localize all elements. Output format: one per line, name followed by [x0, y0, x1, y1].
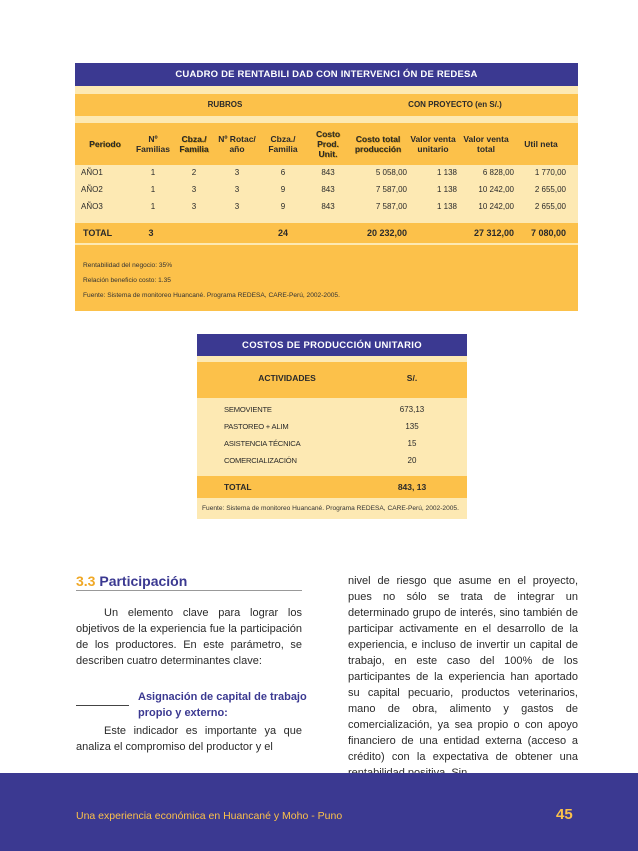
table-cell: 3 — [234, 202, 240, 211]
subheading-rule — [76, 705, 129, 706]
col-soles: S/. — [406, 373, 418, 383]
table-cell: 7 587,00 — [375, 185, 407, 194]
column-header: Cbza./ Familia — [268, 133, 298, 154]
section-title-text: Participación — [99, 573, 188, 589]
subheading: Asignación de capital de trabajo propio y externo: — [138, 691, 307, 719]
column-header: Nº Familias — [135, 133, 171, 154]
activity-item: SEMOVIENTE — [224, 405, 272, 414]
activity-value: 135 — [405, 422, 419, 431]
table-cell: 1 — [150, 202, 156, 211]
column-header: Valor venta total — [463, 133, 509, 154]
group-rubros: RUBROS — [207, 100, 243, 109]
total-label: TOTAL — [83, 228, 113, 238]
table-cell: 1 138 — [436, 168, 457, 177]
activity-item: PASTOREO + ALIM — [224, 422, 289, 431]
left-tail-paragraph: Este indicador es importante ya que analiza el compromiso del productor y el — [76, 725, 302, 753]
section-title — [76, 573, 187, 589]
note-rentabilidad: Rentabilidad del negocio: 35% — [83, 262, 173, 269]
table-cell: AÑO3 — [81, 202, 103, 211]
total-cbza: 24 — [277, 228, 288, 238]
table-cell: 2 655,00 — [534, 185, 566, 194]
column-header: Valor venta unitario — [410, 133, 456, 154]
table-cell: 1 — [150, 185, 156, 194]
table-cell: 7 587,00 — [375, 202, 407, 211]
unit-cost-total-label: TOTAL — [224, 482, 252, 492]
note-fuente: Fuente: Sistema de monitoreo Huancané. Programa REDESA, CARE-Perú, 2002-2005. — [83, 292, 340, 299]
table-cell: AÑO2 — [81, 185, 103, 194]
table-cell: 1 138 — [436, 202, 457, 211]
total-util: 7 080,00 — [530, 228, 566, 238]
table-cell: 3 — [234, 185, 240, 194]
activity-value: 15 — [407, 439, 417, 448]
profitability-table-title: CUADRO DE RENTABILI DAD CON INTERVENCI ÓN DE REDESA — [75, 63, 578, 86]
intro-paragraph: Un elemento clave para lograr los objetivos de la experiencia fue la participación de los productores. En este parámetro, se describen cuatro determinantes clave: — [76, 607, 302, 667]
total-valor: 27 312,00 — [473, 228, 514, 238]
table-cell: 3 — [191, 185, 197, 194]
column-header: Costo total producción — [354, 133, 402, 154]
table-cell: 5 058,00 — [375, 168, 407, 177]
activity-value: 20 — [407, 456, 417, 465]
section-number: 3.3 — [76, 573, 96, 589]
table-cell: 10 242,00 — [478, 202, 514, 211]
column-header: Util neta — [524, 138, 558, 149]
page-footer — [0, 773, 638, 851]
activity-item: ASISTENCIA TÉCNICA — [224, 439, 301, 448]
table-cell: AÑO1 — [81, 168, 103, 177]
footer-text: Una experiencia económica en Huancané y Moho - Puno — [76, 810, 343, 822]
unit-cost-table — [197, 334, 467, 519]
table-cell: 9 — [280, 185, 286, 194]
table-cell: 3 — [234, 168, 240, 177]
page-number: 45 — [556, 806, 573, 823]
column-header: Cbza./ Familia — [179, 133, 209, 154]
col-actividades: ACTIVIDADES — [258, 373, 316, 383]
total-costo: 20 232,00 — [366, 228, 407, 238]
table-cell: 1 — [150, 168, 156, 177]
unit-cost-table-title: COSTOS DE PRODUCCIÓN UNITARIO — [197, 334, 467, 356]
table-cell: 1 770,00 — [534, 168, 566, 177]
table-cell: 6 — [280, 168, 286, 177]
profitability-table — [75, 63, 578, 311]
right-column-paragraph: nivel de riesgo que asume en el proyecto, pues no sólo se trata de integrar un determinado grupo de interés, sino también de participar activamente en el desarrollo de la experiencia, e incluso de invertir un capital de trabajo, en este caso del 100% de los participantes de la experiencia han aportado su capital pecuario, productos veterinarios, mano de obra, alimento y gastos de comercialización, ya sea propio o con apoyo financiero de una entidad externa (acceso a crédito) con la expectativa de obtener una — [348, 575, 578, 763]
column-header: Periodo — [89, 138, 121, 149]
table-cell: 10 242,00 — [478, 185, 514, 194]
group-con-proyecto: CON PROYECTO (en S/.) — [408, 100, 502, 109]
table-cell: 2 — [191, 168, 197, 177]
note-beneficio: Relación beneficio costo: 1.35 — [83, 277, 171, 284]
table-cell: 843 — [321, 202, 335, 211]
column-header: Nº Rotac/ año — [218, 133, 256, 154]
table-cell: 843 — [321, 185, 335, 194]
total-familias: 3 — [148, 228, 154, 238]
unit-cost-note: Fuente: Sistema de monitoreo Huancané. Programa REDESA, CARE-Perú, 2002-2005. — [202, 505, 459, 512]
table-cell: 3 — [191, 202, 197, 211]
table-cell: 2 655,00 — [534, 202, 566, 211]
table-cell: 9 — [280, 202, 286, 211]
activity-value: 673,13 — [399, 405, 425, 414]
activity-item: COMERCIALIZACIÓN — [224, 456, 297, 465]
column-header: Costo Prod. Unit. — [315, 128, 341, 160]
table-cell: 843 — [321, 168, 335, 177]
section-rule — [76, 590, 302, 591]
table-cell: 1 138 — [436, 185, 457, 194]
table-cell: 6 828,00 — [482, 168, 514, 177]
unit-cost-total-value: 843, 13 — [397, 482, 427, 492]
